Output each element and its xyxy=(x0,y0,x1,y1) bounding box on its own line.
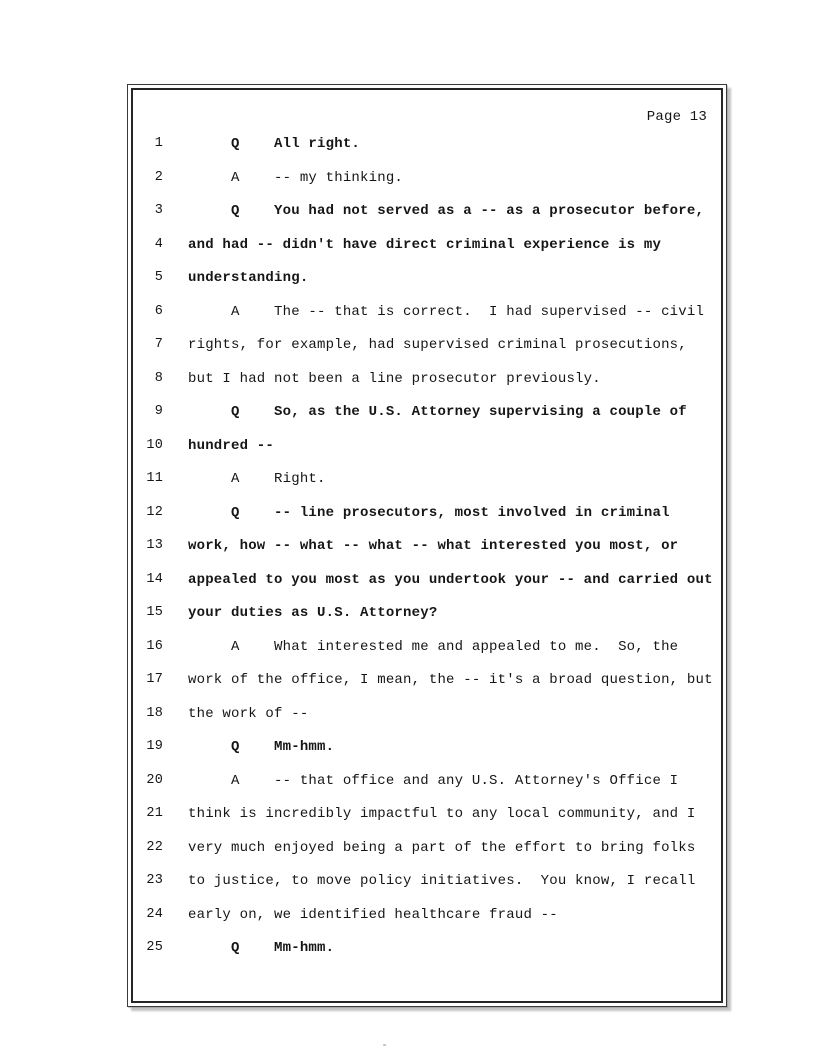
page-border-frame xyxy=(127,84,727,1007)
line-number: 7 xyxy=(154,337,163,352)
transcript-line xyxy=(133,939,721,973)
line-number: 3 xyxy=(154,203,163,218)
transcript-line xyxy=(133,671,721,705)
line-text: early on, we identified healthcare fraud -- xyxy=(188,906,558,923)
transcript-line xyxy=(133,805,721,839)
transcript-line xyxy=(133,839,721,873)
transcript-line xyxy=(133,470,721,504)
transcript-lines xyxy=(133,135,721,973)
line-text: to justice, to move policy initiatives. You know, I recall xyxy=(188,873,696,889)
line-number: 21 xyxy=(146,806,163,821)
transcript-line xyxy=(133,772,721,806)
transcript-line xyxy=(133,370,721,404)
line-text: the work of -- xyxy=(188,705,309,722)
transcript-line xyxy=(133,169,721,203)
line-text: your duties as U.S. Attorney? xyxy=(188,605,438,621)
transcript-line xyxy=(133,403,721,437)
line-text: but I had not been a line prosecutor previously. xyxy=(188,370,601,387)
scan-artifact-dot xyxy=(383,1044,386,1046)
transcript-line xyxy=(133,336,721,370)
line-number: 25 xyxy=(146,940,163,955)
line-text: think is incredibly impactful to any local community, and I xyxy=(188,806,696,822)
transcript-line xyxy=(133,604,721,638)
line-text: Q You had not served as a -- as a prosecutor before, xyxy=(188,203,705,219)
line-number: 23 xyxy=(146,873,163,888)
line-number: 24 xyxy=(146,906,163,922)
line-text: Q Mm-hmm. xyxy=(188,940,335,956)
line-text: hundred -- xyxy=(188,437,275,454)
transcript-line xyxy=(133,537,721,571)
line-number: 22 xyxy=(146,839,163,855)
line-text: very much enjoyed being a part of the effort to bring folks xyxy=(188,839,696,856)
line-text: A Right. xyxy=(188,471,326,487)
line-number: 12 xyxy=(146,504,163,520)
transcript-line xyxy=(133,906,721,940)
line-number: 1 xyxy=(154,136,163,151)
line-text: work, how -- what -- what -- what interested you most, or xyxy=(188,538,679,554)
transcript-line xyxy=(133,135,721,169)
line-number: 2 xyxy=(154,169,163,185)
line-number: 19 xyxy=(146,739,163,754)
transcript-line xyxy=(133,269,721,303)
transcript-line xyxy=(133,705,721,739)
transcript-line xyxy=(133,738,721,772)
line-number: 16 xyxy=(146,638,163,654)
transcript-line xyxy=(133,303,721,337)
transcript-line xyxy=(133,437,721,471)
transcript-line xyxy=(133,236,721,270)
page-number-label: Page 13 xyxy=(646,109,707,125)
line-number: 14 xyxy=(146,571,163,587)
line-text: A What interested me and appealed to me. So, the xyxy=(188,638,679,655)
page-inner-border xyxy=(131,88,723,1003)
transcript-line xyxy=(133,872,721,906)
line-text: Q So, as the U.S. Attorney supervising a couple of xyxy=(188,404,687,420)
transcript-line xyxy=(133,504,721,538)
transcript-line xyxy=(133,202,721,236)
line-number: 11 xyxy=(146,471,163,486)
line-number: 10 xyxy=(146,437,163,453)
line-number: 6 xyxy=(154,303,163,319)
line-number: 15 xyxy=(146,605,163,620)
line-text: Q All right. xyxy=(188,136,361,152)
line-text: appealed to you most as you undertook your -- and carried out xyxy=(188,571,713,588)
line-text: A -- my thinking. xyxy=(188,169,404,186)
line-number: 8 xyxy=(154,370,163,386)
line-number: 9 xyxy=(154,404,163,419)
line-number: 20 xyxy=(146,772,163,788)
line-text: A -- that office and any U.S. Attorney's Office I xyxy=(188,772,679,789)
line-number: 17 xyxy=(146,672,163,687)
line-text: and had -- didn't have direct criminal experience is my xyxy=(188,236,662,253)
line-text: work of the office, I mean, the -- it's a broad question, but xyxy=(188,672,713,688)
line-number: 5 xyxy=(154,270,163,285)
transcript-line xyxy=(133,571,721,605)
line-number: 13 xyxy=(146,538,163,553)
transcript-line xyxy=(133,638,721,672)
line-text: Q -- line prosecutors, most involved in criminal xyxy=(188,504,670,521)
line-number: 4 xyxy=(154,236,163,252)
line-text: Q Mm-hmm. xyxy=(188,739,335,755)
line-number: 18 xyxy=(146,705,163,721)
line-text: rights, for example, had supervised criminal prosecutions, xyxy=(188,337,687,353)
line-text: A The -- that is correct. I had supervised -- civil xyxy=(188,303,705,320)
line-text: understanding. xyxy=(188,270,309,286)
